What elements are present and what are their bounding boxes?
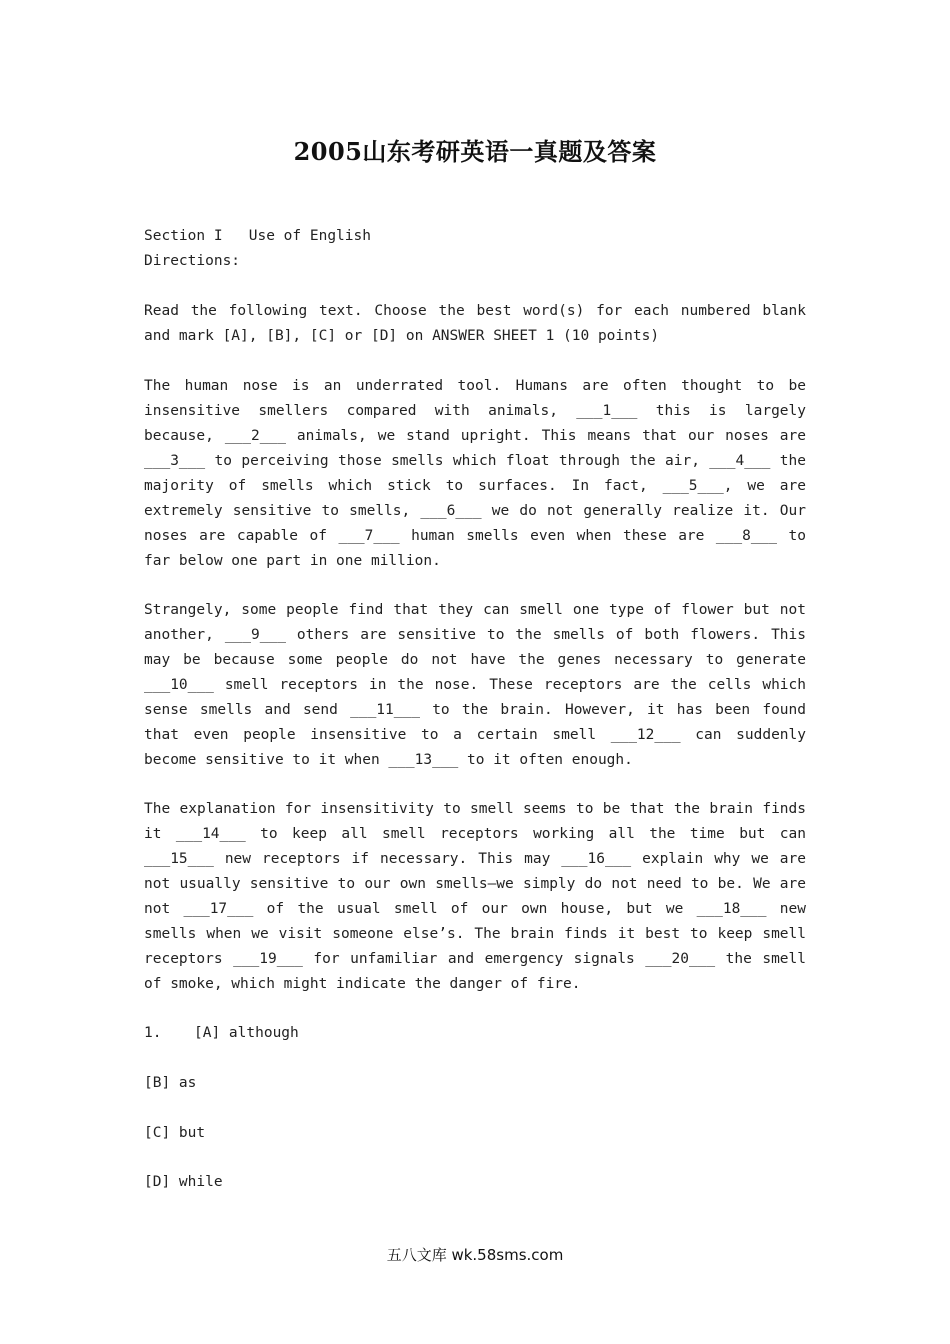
option-b: [B] as xyxy=(144,1075,197,1091)
section-heading: Section I Use of English xyxy=(144,228,371,244)
option-c: [C] but xyxy=(144,1125,206,1141)
directions-label: Directions: xyxy=(144,253,241,269)
passage-paragraph-2: Strangely, some people find that they can smell one type of flower but not another, ___9___ others are sensitive to the smells of both flowers. This may be because some people do not have the genes necessary to generate ___10___ smell receptors in the nose. These receptors are the cells which sense smells and send ___11___ to the brain. However, it has been found that even people insensitive to a certain smell ___12___ can suddenly become sensitive to it when ___13___ to it often enough. xyxy=(144,602,806,768)
option-a: [A] although xyxy=(194,1025,299,1041)
option-d: [D] while xyxy=(144,1174,223,1190)
passage-paragraph-1: The human nose is an underrated tool. Humans are often thought to be insensitive smellers compared with animals, ___1___ this is largely because, ___2___ animals, we stand upright. This means that our noses are ___3___ to perceiving those smells which float through the air, ___4___ the majority of smells which stick to surfaces. In fact, ___5___, we are extremely sensitive to smells, ___6___ we do not generally realize it. Our noses are capable of ___7___ human smells even when these are ___8___ to far below one part in one million. xyxy=(144,378,806,569)
page-footer: 五八文库 wk.58sms.com xyxy=(386,1246,564,1264)
instructions-text: Read the following text. Choose the best word(s) for each numbered blank and mark [A], [B], [C] or [D] on ANSWER SHEET 1 (10 points) xyxy=(144,303,806,344)
passage-paragraph-3: The explanation for insensitivity to smell seems to be that the brain finds it ___14___ to keep all smell receptors working all the time but can ___15___ new receptors if necessary. This may ___16___ explain why we are not usually sensitive to our own smells—we simply do not need to be. We are not ___17___ of the usual smell of our own house, but we ___18___ new smells when we visit someone else’s. The brain finds it best to keep smell receptors ___19___ for unfamiliar and emergency signals ___20___ the smell of smoke, which might indicate the danger of fire. xyxy=(144,801,806,992)
question-number: 1. xyxy=(144,1025,162,1041)
document-title: 2005山东考研英语一真题及答案 xyxy=(293,137,657,166)
